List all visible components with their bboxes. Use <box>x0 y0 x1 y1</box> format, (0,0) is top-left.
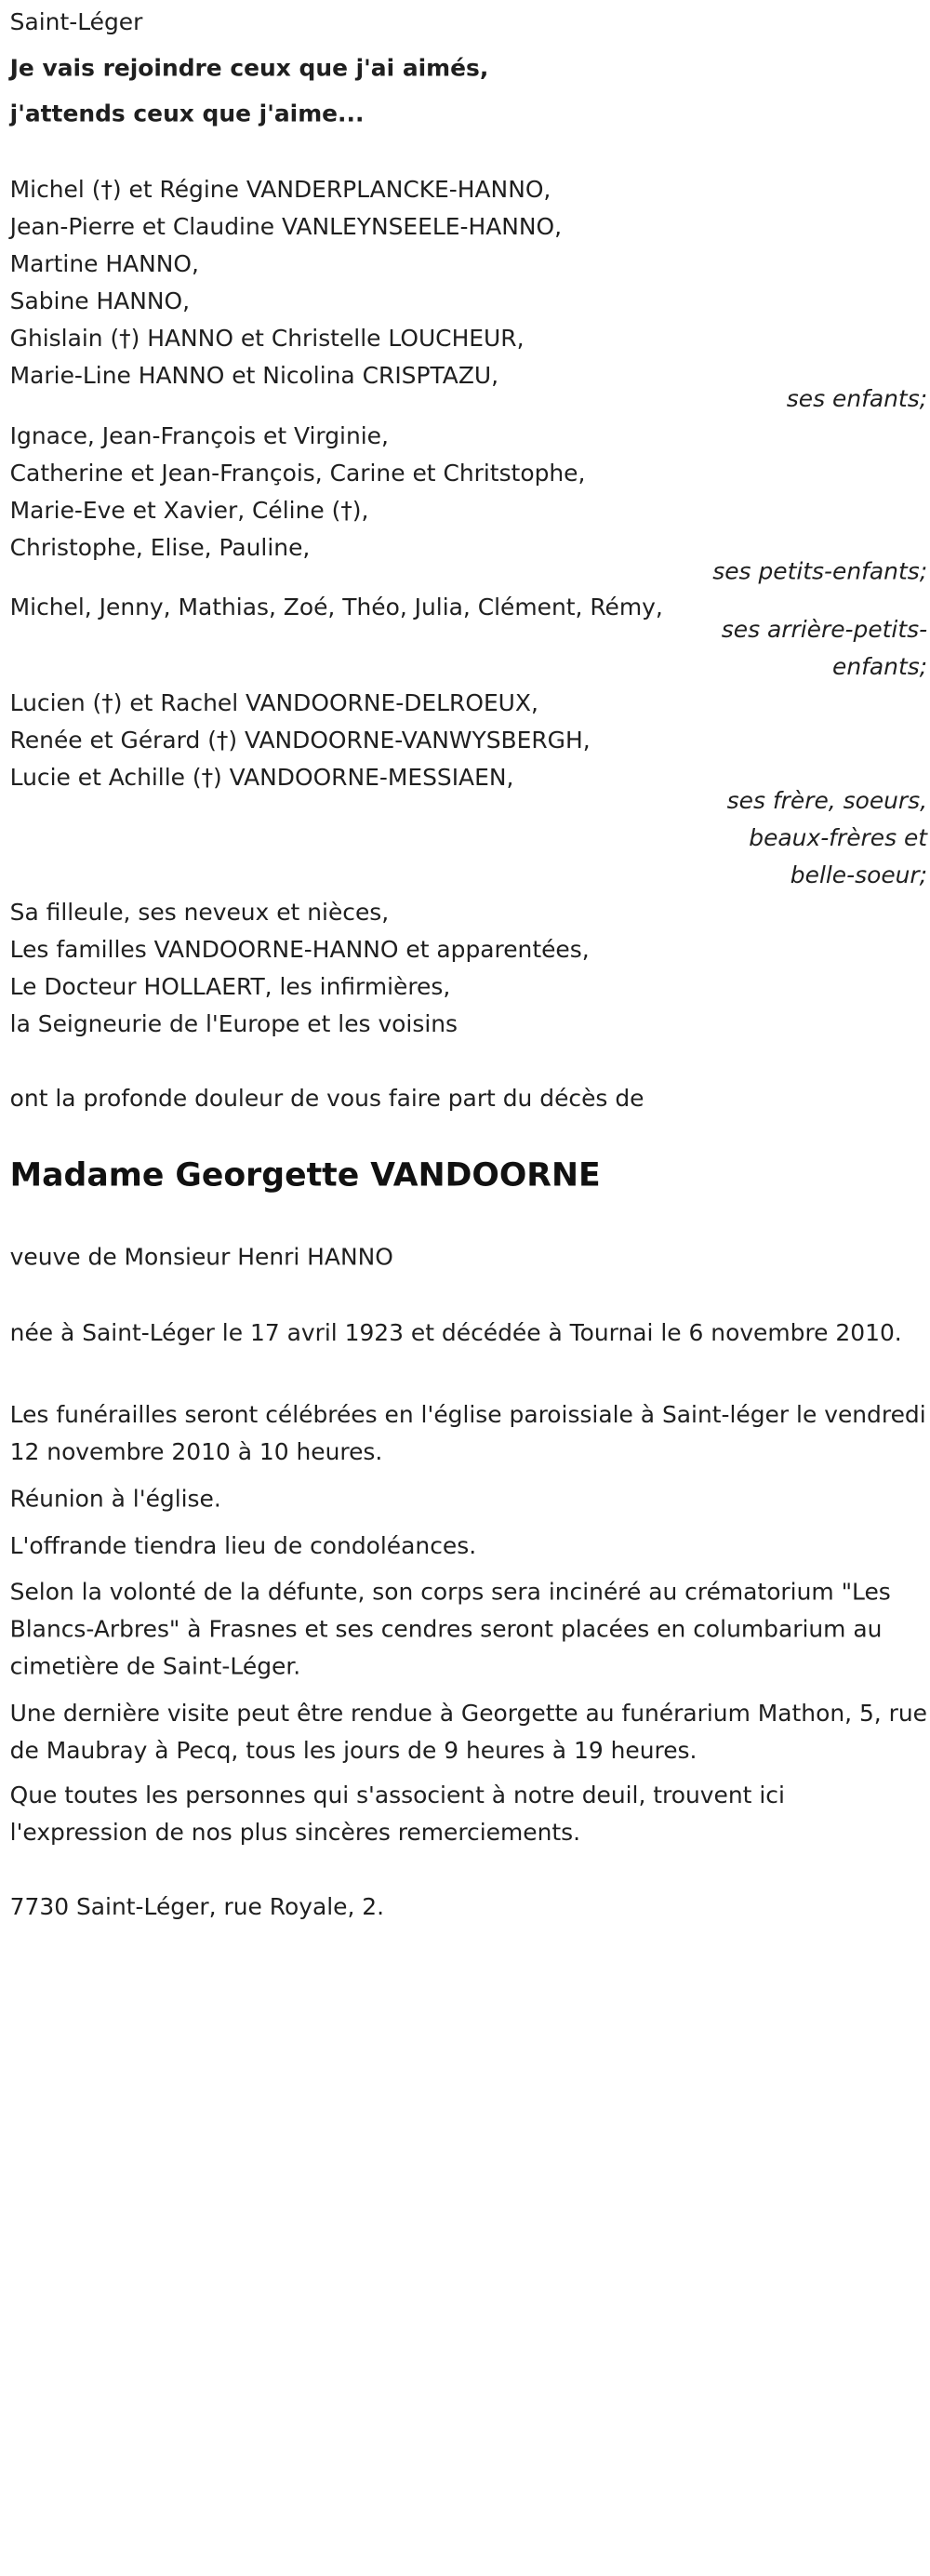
role-children: ses enfants; <box>786 386 928 413</box>
family-line: Renée et Gérard (†) VANDOORNE-VANWYSBERGH, <box>9 727 591 754</box>
detail-paragraph: Réunion à l'église. <box>9 1487 221 1514</box>
family-line: Lucien (†) et Rachel VANDOORNE-DELROEUX, <box>9 690 538 717</box>
detail-paragraph: Les funérailles seront célébrées en l'église paroissiale à Saint-léger le vendredi 12 novembre 2010 à 10 heures. <box>9 1402 926 1466</box>
family-line: Marie-Line HANNO et Nicolina CRISPTAZU, <box>9 363 499 390</box>
family-line: Michel (†) et Régine VANDERPLANCKE-HANNO, <box>9 177 551 204</box>
role-grandchildren: ses petits-enfants; <box>712 559 928 586</box>
quote-line-2: j'attends ceux que j'aime... <box>9 101 365 128</box>
family-line: Les familles VANDOORNE-HANNO et apparentées, <box>9 937 590 964</box>
family-line: la Seigneurie de l'Europe et les voisins <box>9 1011 458 1038</box>
role-siblings-3: belle-soeur; <box>790 862 928 889</box>
widow-of-text: veuve de Monsieur Henri HANNO <box>9 1245 393 1272</box>
detail-paragraph: Selon la volonté de la défunte, son corps sera incinéré au crématorium "Les Blancs-Arbres" à Frasnes et ses cendres seront placées en columbarium au cimetière de Saint-Léger. <box>9 1580 891 1681</box>
role-siblings-1: ses frère, soeurs, <box>726 788 928 815</box>
family-line: Martine HANNO, <box>9 251 199 278</box>
quote-line-1: Je vais rejoindre ceux que j'ai aimés, <box>9 55 489 82</box>
family-line: Sabine HANNO, <box>9 288 191 315</box>
detail-paragraph: Une dernière visite peut être rendue à Georgette au funérarium Mathon, 5, rue de Maubray à Pecq, tous les jours de 9 heures à 19 heures. <box>9 1701 928 1765</box>
family-line: Ignace, Jean-François et Virginie, <box>9 423 389 450</box>
family-line: Sa filleule, ses neveux et nièces, <box>9 900 390 927</box>
family-line: Christophe, Elise, Pauline, <box>9 535 311 562</box>
announcement-text: ont la profonde douleur de vous faire part du décès de <box>9 1086 644 1113</box>
family-line: Lucie et Achille (†) VANDOORNE-MESSIAEN, <box>9 765 514 792</box>
family-line: Le Docteur HOLLAERT, les infirmières, <box>9 974 451 1001</box>
detail-paragraph: née à Saint-Léger le 17 avril 1923 et décédée à Tournai le 6 novembre 2010. <box>9 1320 902 1347</box>
role-great-grandchildren-2: enfants; <box>832 654 928 681</box>
family-line: Michel, Jenny, Mathias, Zoé, Théo, Julia, Clément, Rémy, <box>9 594 663 621</box>
family-line: Catherine et Jean-François, Carine et Chritstophe, <box>9 460 586 487</box>
family-line: Marie-Eve et Xavier, Céline (†), <box>9 498 369 525</box>
place-header: Saint-Léger <box>9 9 143 36</box>
role-siblings-2: beaux-frères et <box>749 825 928 852</box>
deceased-name: Madame Georgette VANDOORNE <box>9 1156 601 1195</box>
detail-paragraph: Que toutes les personnes qui s'associent à notre deuil, trouvent ici l'expression de nos plus sincères remerciements. <box>9 1782 785 1847</box>
detail-paragraph: L'offrande tiendra lieu de condoléances. <box>9 1533 477 1560</box>
family-line: Ghislain (†) HANNO et Christelle LOUCHEUR, <box>9 326 525 353</box>
family-line: Jean-Pierre et Claudine VANLEYNSEELE-HANNO, <box>9 214 563 241</box>
address-text: 7730 Saint-Léger, rue Royale, 2. <box>9 1894 385 1921</box>
role-great-grandchildren-1: ses arrière-petits- <box>721 617 928 644</box>
